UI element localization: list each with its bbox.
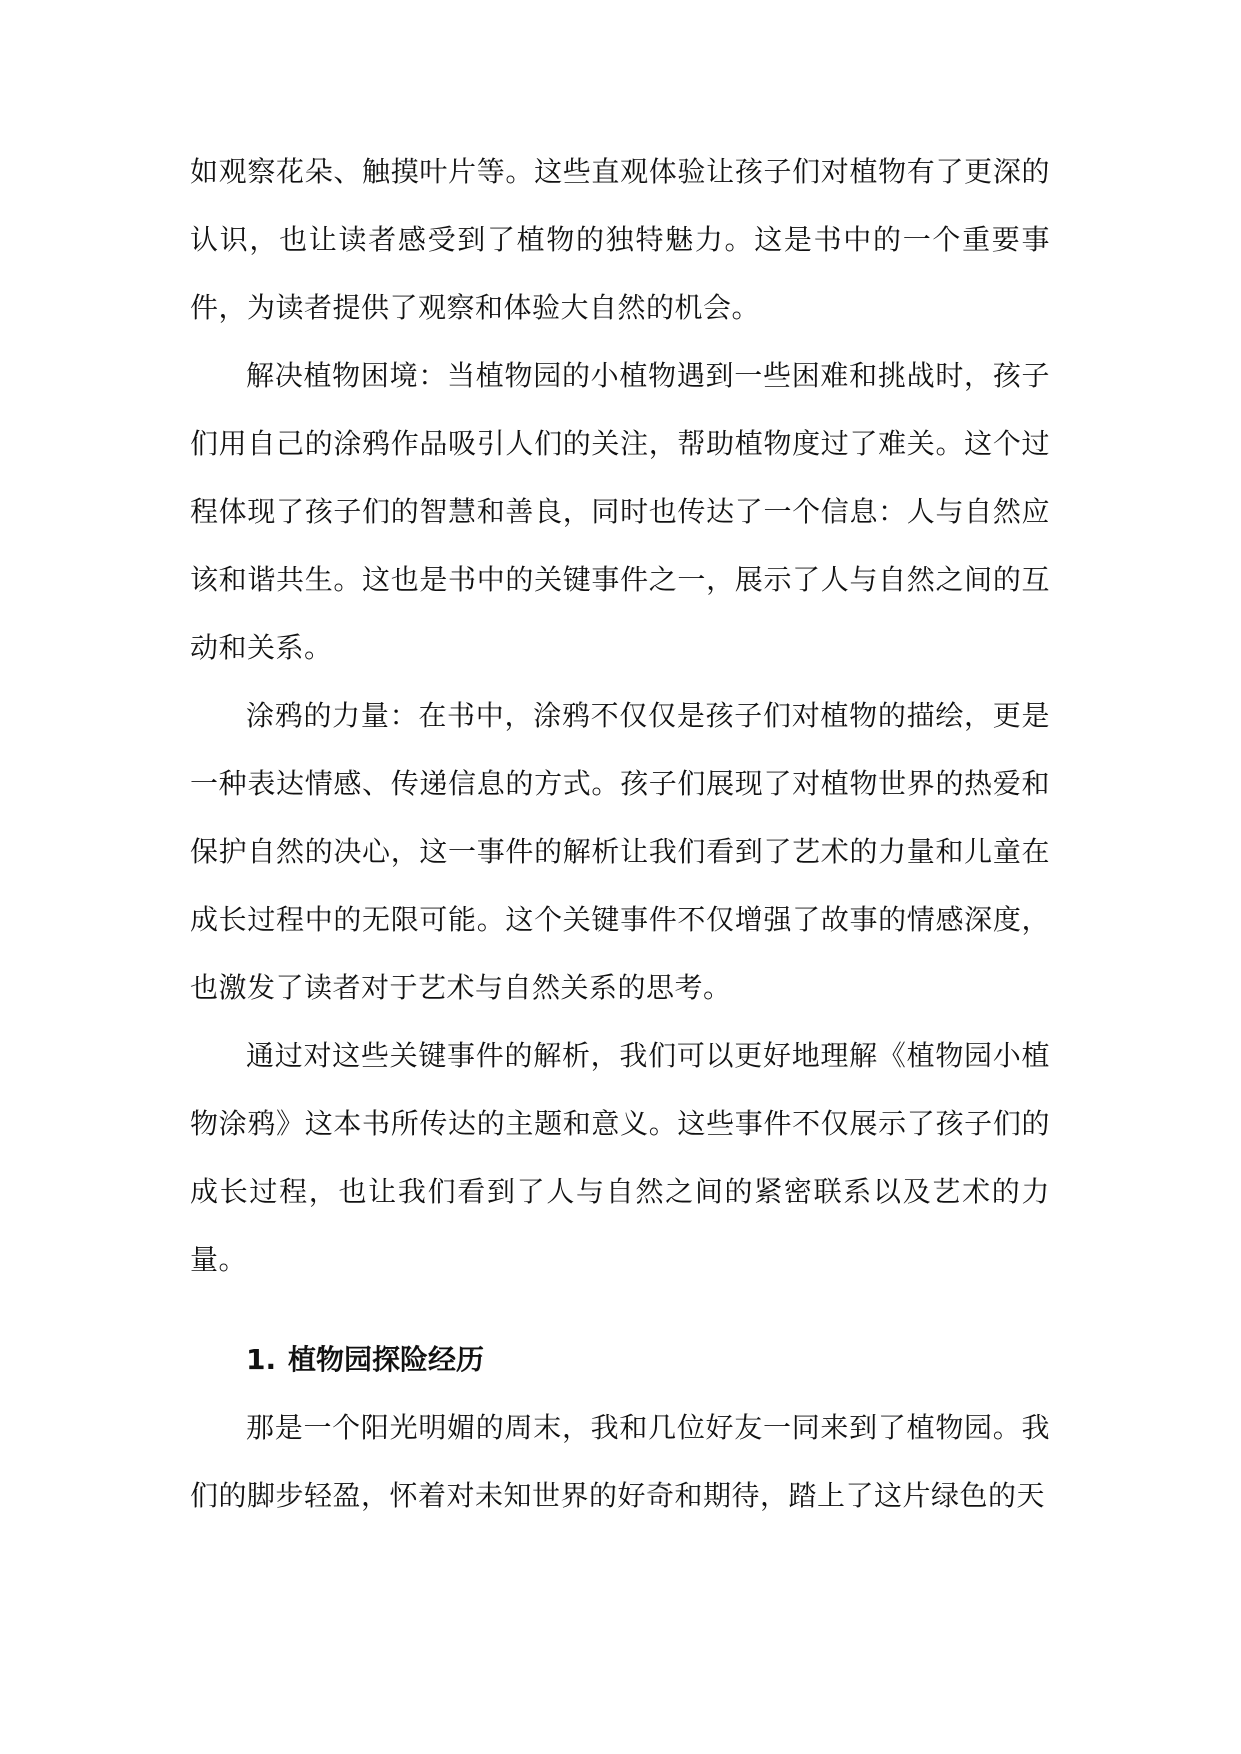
paragraph-summary: 通过对这些关键事件的解析，我们可以更好地理解《植物园小植物涂鸦》这本书所传达的主题和意义。这些事件不仅展示了孩子们的成长过程，也让我们看到了人与自然之间的紧密联系以及艺术的力量。 [190, 1039, 1050, 1276]
paragraph-graffiti-power: 涂鸦的力量：在书中，涂鸦不仅仅是孩子们对植物的描绘，更是一种表达情感、传递信息的方式。孩子们展现了对植物世界的热爱和保护自然的决心，这一事件的解析让我们看到了艺术的力量和儿童在成长过程中的无限可能。这个关键事件不仅增强了故事的情感深度，也激发了读者对于艺术与自然关系的思考。 [190, 699, 1050, 1004]
paragraph-continuation: 如观察花朵、触摸叶片等。这些直观体验让孩子们对植物有了更深的认识，也让读者感受到了植物的独特魅力。这是书中的一个重要事件，为读者提供了观察和体验大自然的机会。 [190, 155, 1050, 324]
paragraph-plant-difficulty: 解决植物困境：当植物园的小植物遇到一些困难和挑战时，孩子们用自己的涂鸦作品吸引人们的关注，帮助植物度过了难关。这个过程体现了孩子们的智慧和善良，同时也传达了一个信息：人与自然应该和谐共生。这也是书中的关键事件之一，展示了人与自然之间的互动和关系。 [190, 359, 1050, 664]
section-heading-number: 1. [246, 1343, 277, 1376]
section-heading [190, 1326, 1050, 1394]
paragraph-garden-visit: 那是一个阳光明媚的周末，我和几位好友一同来到了植物园。我们的脚步轻盈，怀着对未知世界的好奇和期待，踏上了这片绿色的天 [190, 1411, 1050, 1512]
section-heading-title: 植物园探险经历 [288, 1343, 485, 1376]
document-page [190, 138, 1050, 1530]
